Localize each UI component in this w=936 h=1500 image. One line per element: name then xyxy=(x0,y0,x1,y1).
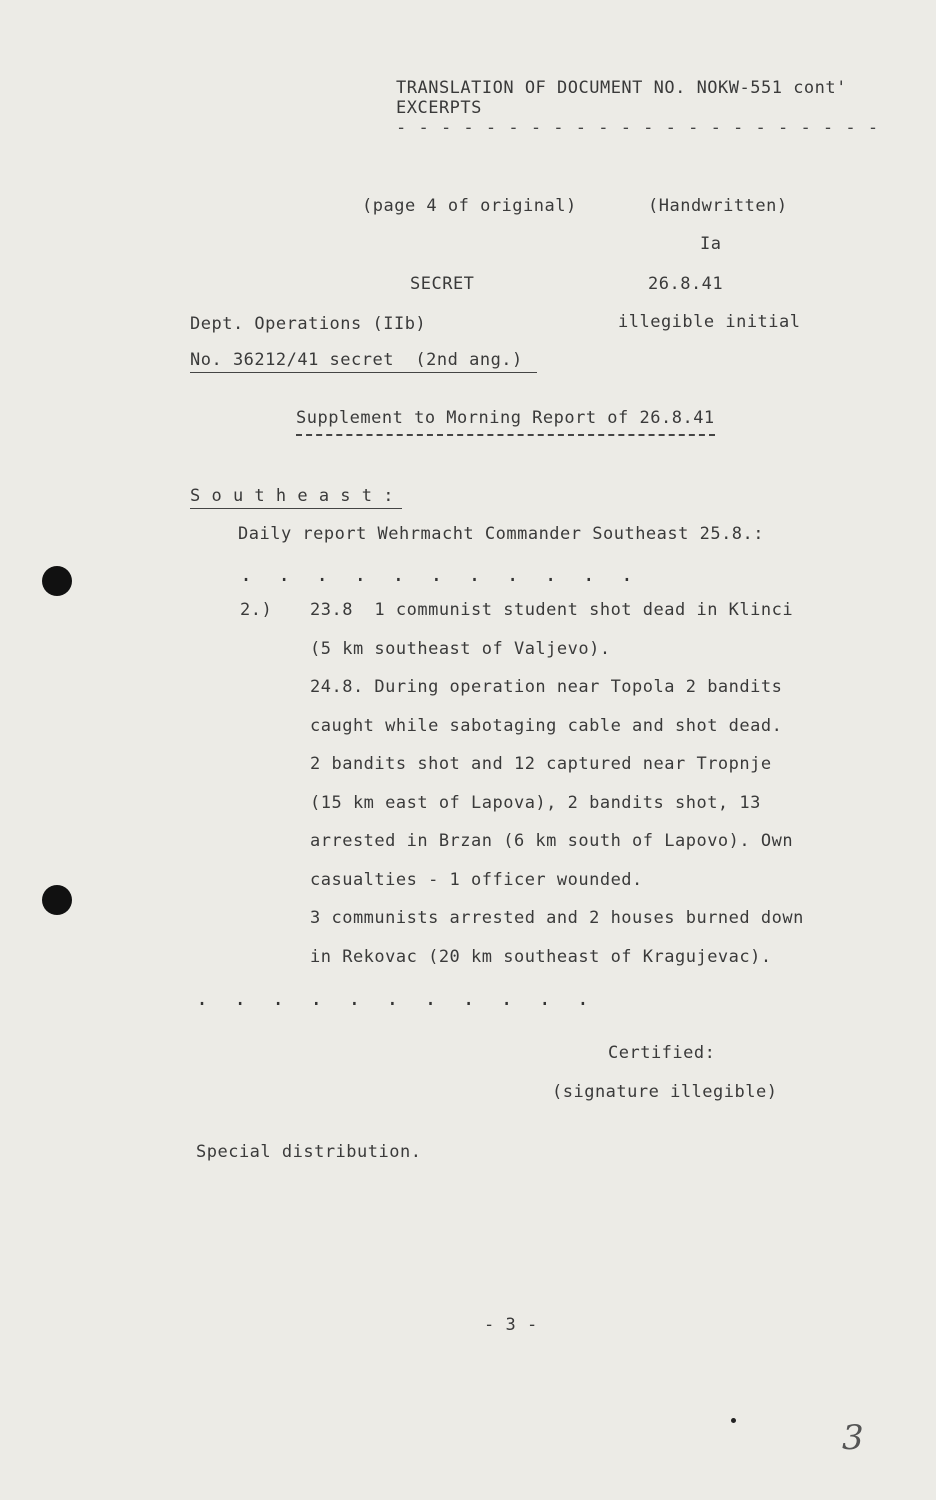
item-number: 2.) xyxy=(240,600,273,620)
ia-mark: Ia xyxy=(700,234,722,254)
report-line: 24.8. During operation near Topola 2 bandits xyxy=(310,677,783,697)
header-divider: - - - - - - - - - - - - - - - - - - - - - - xyxy=(396,118,880,138)
signature-note: (signature illegible) xyxy=(552,1082,778,1102)
ink-speck xyxy=(731,1418,736,1423)
punch-hole xyxy=(42,566,72,596)
report-line: (5 km southeast of Valjevo). xyxy=(310,639,611,659)
handwritten-note: (Handwritten) xyxy=(648,196,788,216)
report-line: arrested in Brzan (6 km south of Lapovo). Own xyxy=(310,831,794,851)
page-number: - 3 - xyxy=(484,1315,538,1335)
report-line: 2 bandits shot and 12 captured near Tropnje xyxy=(310,754,772,774)
report-line: casualties - 1 officer wounded. xyxy=(310,870,643,890)
certified-label: Certified: xyxy=(608,1043,716,1063)
ellipsis-divider: . . . . . . . . . . . xyxy=(240,562,640,586)
header-title: TRANSLATION OF DOCUMENT NO. NOKW-551 cont' xyxy=(396,78,847,98)
initial-note: illegible initial xyxy=(618,312,801,332)
report-line: caught while sabotaging cable and shot dead. xyxy=(310,716,783,736)
daily-report-line: Daily report Wehrmacht Commander Southeast 25.8.: xyxy=(238,524,765,544)
distribution-note: Special distribution. xyxy=(196,1142,422,1162)
page-reference: (page 4 of original) xyxy=(362,196,577,216)
supplement-title: Supplement to Morning Report of 26.8.41 xyxy=(296,408,715,436)
header-subtitle: EXCERPTS xyxy=(396,98,482,118)
handwritten-page-number: 3 xyxy=(842,1418,864,1458)
document-number: No. 36212/41 secret (2nd ang.) xyxy=(190,350,537,373)
classification: SECRET xyxy=(410,274,475,294)
department: Dept. Operations (IIb) xyxy=(190,314,427,334)
section-heading: S o u t h e a s t : xyxy=(190,486,402,509)
document-date: 26.8.41 xyxy=(648,274,724,294)
report-line: (15 km east of Lapova), 2 bandits shot, 13 xyxy=(310,793,761,813)
punch-hole xyxy=(42,885,72,915)
report-line: 23.8 1 communist student shot dead in Klinci xyxy=(310,600,794,620)
report-line: 3 communists arrested and 2 houses burned down xyxy=(310,908,804,928)
ellipsis-divider: . . . . . . . . . . . xyxy=(196,986,596,1010)
report-line: in Rekovac (20 km southeast of Kragujevac). xyxy=(310,947,772,967)
